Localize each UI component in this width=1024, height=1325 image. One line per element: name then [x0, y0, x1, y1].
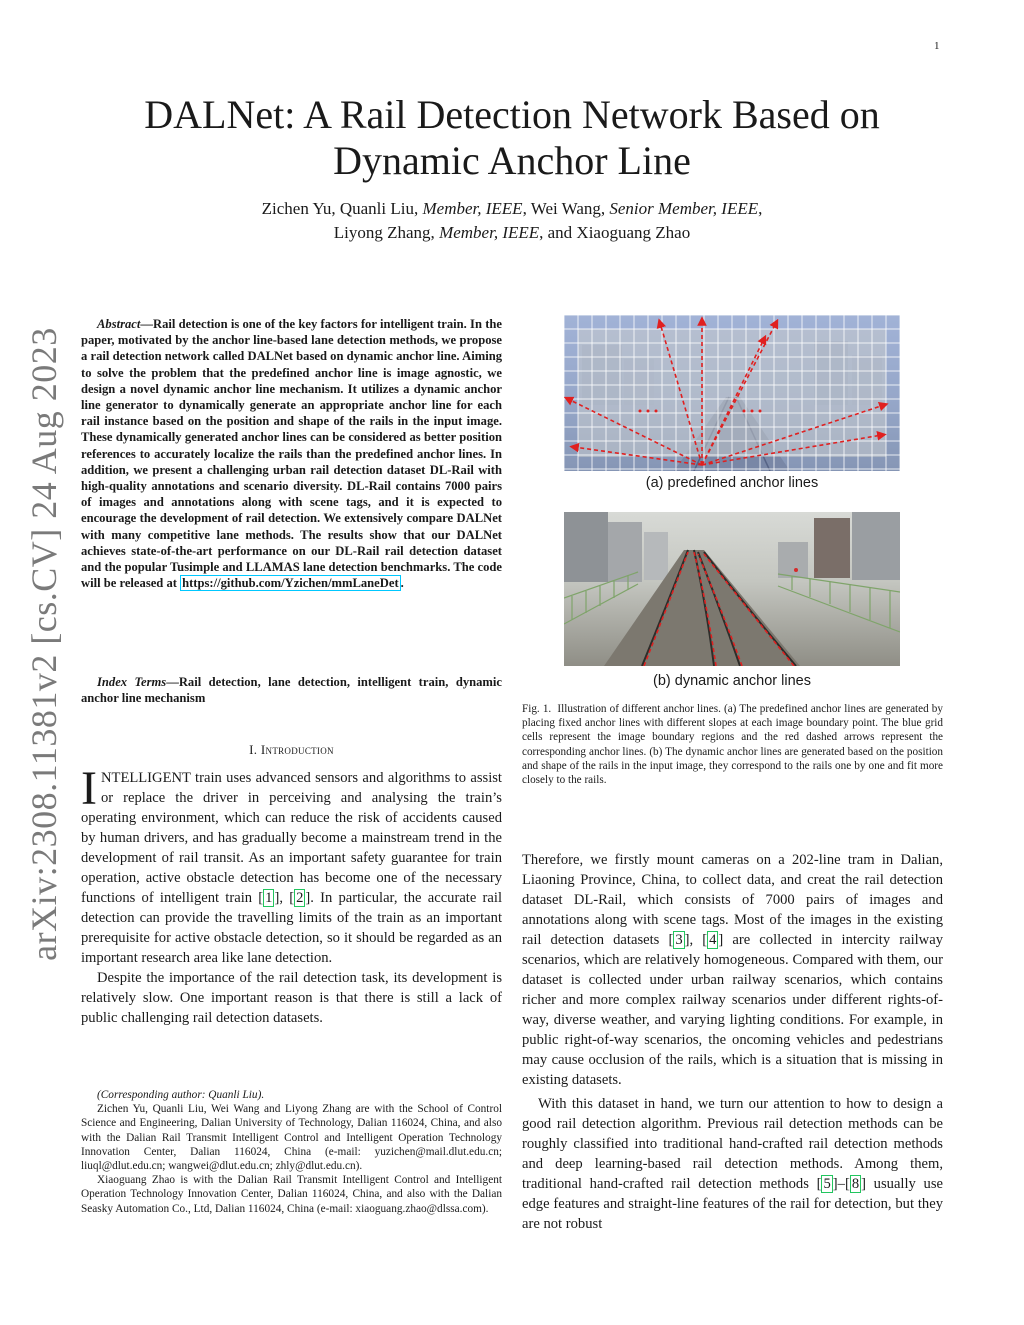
footnotes: [81, 1088, 502, 1216]
affiliation-2: Xiaoguang Zhao is with the Dalian Rail Transmit Intelligent Control and Intelligent Operation Technology Innovation Center, Dalian 116024, China, and also with the Dalian Seasky Automation Co., Ltd, Dalian 116024, China (e-mail: xiaoguang.zhao@dlssa.com).: [81, 1174, 502, 1215]
grid-cells: [564, 315, 900, 471]
author-text: ,: [758, 199, 763, 218]
section-title: Introduction: [260, 742, 334, 757]
figure-dynamic-anchor-lines: [564, 512, 900, 666]
figure-caption: [522, 702, 943, 787]
citation-link[interactable]: 5: [823, 1176, 831, 1192]
subfigure-b-caption: (b) dynamic anchor lines: [653, 673, 811, 689]
citation-link[interactable]: 1: [265, 890, 273, 906]
affiliation-1: Zichen Yu, Quanli Liu, Wei Wang and Liyong Zhang are with the School of Control Science and Engineering, Dalian University of Technology, Dalian 116024, China, and also with the Dalian Rail Transmit Intelligent Control and Intelligent Operation Technology Innovation Center, Dalian 116024, China (e-mail: yuzichen@mail.dlut.edu.cn; liuql@dlut.edu.cn; wangwei@dlut.edu.cn; zhly@dlut.edu.cn).: [81, 1103, 502, 1173]
index-terms: [81, 674, 502, 706]
section-heading: [81, 742, 502, 758]
right-p1-c: are collected in intercity railway scenarios, which are relatively homogeneous. Compared with them, our dataset is collected under urban railway scenarios, which contains richer and more complex railway scenarios under different rights-of-way, diverse weather, and varying lighting conditions. For example, in public right-of-way scenarios, the oncoming vehicles and pedestrians may cause occlusion of the rails, which is a situation that is missing in existing datasets.: [522, 932, 944, 1088]
intro-p1-sep: ,: [279, 890, 290, 906]
abstract-end: .: [400, 576, 404, 591]
paper-title: DALNet: A Rail Detection Network Based on Dynamic Anchor Line: [144, 92, 880, 183]
right-column-body: Therefore, we firstly mount cameras on a 202-line tram in Dalian, Liaoning Province, China, to collect data, and creat the rail detection dataset DL-Rail, which consists of 7000 pairs of images and annotations along with scene tags. Most of the images in the existing rail detection datasets [ 3 ], [ 4 ] are collected in intercity railway scenarios, which are relatively homogeneous. Compared with them, our dataset is collected under urban railway scenarios, which contains richer and more complex railway scenarios under different rights-of-way, diverse weather, and varying lighting conditions. For example, in public right-of-way scenarios, the oncoming vehicles and pedestrians may cause occlusion of the rails, which is a situation that is missing in existing datasets. With this dataset in hand, we turn our attention to how to design a good rail detection algorithm. Previous rail detection methods can be roughly classified into traditional hand-crafted rail detection methods and deep learning-based rail detection methods. Among them, traditional hand-crafted rail detection methods [ 5 ]–[ 8 ] usually use edge features and straight-line features of the rail for detection, but they are not robust: [522, 852, 944, 1232]
author-role: Member, IEEE: [439, 223, 540, 242]
drop-cap: I: [81, 762, 97, 815]
figure-caption-text: Illustration of different anchor lines. (a) The predefined anchor lines are generated by placing fixed anchor lines with different slopes at each image boundary point. The blue grid cells represent the image boundary regions and the red dashed arrows represent the corresponding anchor lines. (b) The dynamic anchor lines are generated based on the position and shape of the rails in the input image, they correspond to the rails one by one and fit more closely to the rails.: [522, 703, 943, 787]
corresponding-author: (Corresponding author: Quanli Liu).: [97, 1089, 265, 1101]
signal-light: [794, 568, 798, 572]
author-list: [90, 197, 934, 245]
intro-p1-c: . In particular, the accurate rail detection can provide the travelling limits of the train as an important prerequisite for active obstacle detection, so it should be regarded as an important research area like lane detection.: [81, 890, 503, 966]
citation-link[interactable]: 2: [296, 890, 304, 906]
author-role: Member, IEEE: [422, 199, 523, 218]
subfigure-a-caption: (a) predefined anchor lines: [645, 475, 819, 491]
code-link[interactable]: https://github.com/Yzichen/mmLaneDet: [182, 576, 399, 591]
intro-p1-a: NTELLIGENT train uses advanced sensors and algorithms to assist or replace the driver in perceiving and analysing the train’s operating environment, which can reduce the risk of accidents caused by human drivers, and has gradually become a mainstream trend in the development of rail transit. As an important safety guarantee for train operation, active obstacle detection has become one of the necessary functions of intelligent train: [81, 770, 502, 906]
index-terms-label: Index Terms: [97, 675, 167, 689]
citation-link[interactable]: 8: [851, 1176, 860, 1192]
author-text: Zichen Yu, Quanli Liu,: [261, 199, 423, 218]
right-p2-c: usually use edge features and straight-line features of the rail for detection, but they are not robust: [522, 1176, 943, 1232]
intro-p2: Despite the importance of the rail detection task, its development is relatively slow. One important reason is that there is still a lack of public challenging rail detection datasets.: [81, 970, 502, 1026]
citation-link[interactable]: 3: [675, 932, 683, 948]
right-p2-a: With this dataset in hand, we turn our attention to how to design a good rail detection algorithm. Previous rail detection methods can be roughly classified into traditional hand-crafted rail detection methods and deep learning-based rail detection methods. Among them, traditional hand-crafted rail detection methods: [522, 1096, 943, 1192]
abstract: [81, 316, 502, 591]
right-p2-sep: –: [837, 1176, 845, 1192]
index-terms-text: —Rail detection, lane detection, intelligent train, dynamic anchor line mechanism: [81, 675, 502, 706]
author-text: , Wei Wang,: [522, 199, 610, 218]
right-p1-sep: ,: [689, 932, 703, 948]
author-role: Senior Member, IEEE: [609, 199, 759, 218]
right-p1-a: Therefore, we firstly mount cameras on a 202-line tram in Dalian, Liaoning Province, China, to collect data, and creat the rail detection dataset DL-Rail, which consists of 7000 pairs of images and annotations along with scene tags. Most of the images in the existing rail detection datasets: [522, 852, 943, 948]
arxiv-identifier[interactable]: arXiv:2308.11381v2 [cs.CV] 24 Aug 2023: [24, 327, 64, 961]
figure-predefined-anchor-lines: [564, 315, 900, 471]
abstract-label: Abstract: [97, 317, 141, 331]
author-text: , and Xiaoguang Zhao: [539, 223, 691, 242]
page-number: 1: [934, 40, 940, 52]
citation-link[interactable]: 4: [709, 932, 717, 948]
introduction-body: INTELLIGENT train uses advanced sensors and algorithms to assist or replace the driver in perceiving and analysing the train’s operating environment, which can reduce the risk of accidents caused by human drivers, and has gradually become a mainstream trend in the development of rail transit. As an important safety guarantee for train operation, active obstacle detection has become one of the necessary functions of intelligent train [ 1 ], [ 2 ]. In particular, the accurate rail detection can provide the travelling limits of the train as an important prerequisite for active obstacle detection, so it should be regarded as an important research area like lane detection. Despite the importance of the rail detection task, its development is relatively slow. One important reason is that there is still a lack of public challenging rail detection datasets.: [81, 762, 503, 1026]
abstract-text: —Rail detection is one of the key factors for intelligent train. In the paper, motivated by the anchor line-based lane detection methods, we propose a rail detection network called DALNet based on dynamic anchor line. Aiming to solve the problem that the predefined anchor line is image agnostic, we design a novel dynamic anchor line mechanism. It utilizes a dynamic anchor line generator to dynamically generate an appropriate anchor line for each rail instance based on the position and shape of the rails in the input image. These dynamically generated anchor lines can be considered as better position references to accurately localize the rails than the predefined anchor lines. In addition, we present a challenging urban rail detection dataset DL-Rail with high-quality annotations and scenario diversity. DL-Rail contains 7000 pairs of images and annotations along with scene tags, and it is expected to encourage the development of rail detection. We extensively compare DALNet with many competitive lane methods. The results show that our DALNet achieves state-of-the-art performance on our DL-Rail rail detection dataset and the popular Tusimple and LLAMAS lane detection benchmarks. The code will be released at: [81, 317, 502, 591]
figure-label: Fig. 1.: [522, 703, 552, 715]
author-text: Liyong Zhang,: [333, 223, 440, 242]
section-number: I.: [249, 742, 258, 757]
